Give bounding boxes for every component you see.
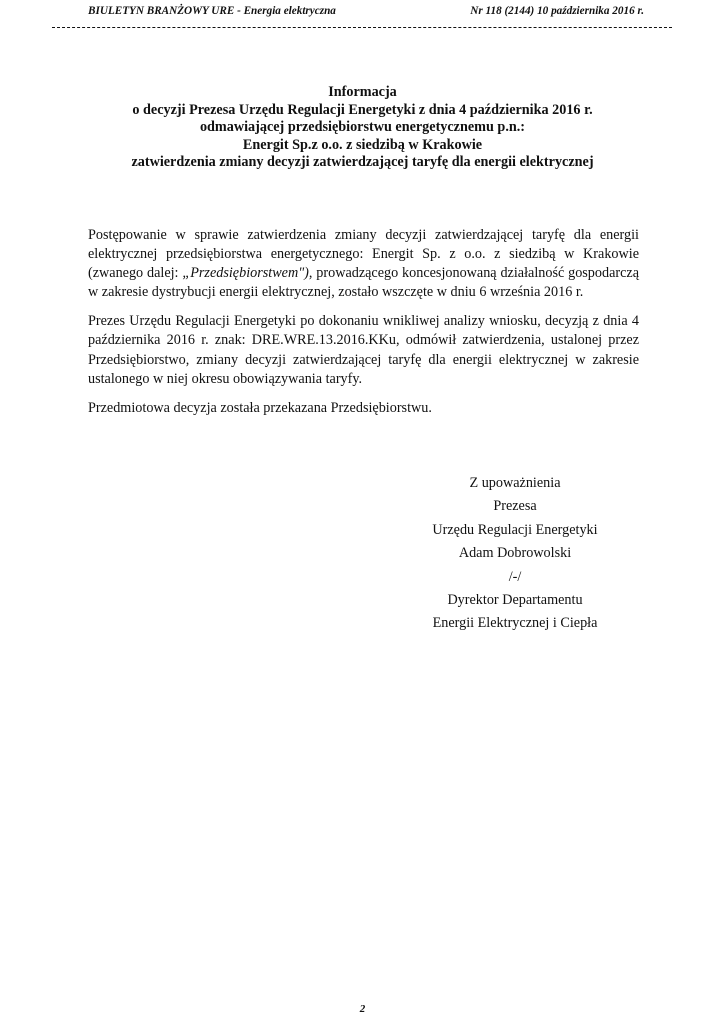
signature-mark: /-/: [508, 568, 522, 585]
paragraph-1-text-a: Postępowanie w sprawie zatwierdzenia zmiany decyzji zatwierdzającej taryfę dla energii elektrycznej przedsiębiorstwa energetycznego: Energit Sp. z o.o. z siedzibą w Krakowie (zwanego dalej:: [88, 227, 639, 282]
paragraph-1-defined-term: „Przedsiębiorstwem"): [182, 265, 309, 282]
signature-authorization: Z upoważnienia: [469, 475, 561, 491]
title-line-1: Informacja: [328, 84, 397, 100]
title-line-2: o decyzji Prezesa Urzędu Regulacji Energetyki z dnia 4 października 2016 r.: [132, 101, 593, 118]
page-number: 2: [359, 1003, 366, 1015]
bulletin-title: BIULETYN BRANŻOWY URE - Energia elektryczna: [88, 5, 336, 17]
paragraph-2: Prezes Urzędu Regulacji Energetyki po dokonaniu wnikliwej analizy wniosku, decyzją z dnia 4 października 2016 r. znak: DRE.WRE.13.2016.KKu, odmówił zatwierdzenia, ustalonej przez Przedsiębiorstwo, zmiany decyzji zatwierdzającej taryfę dla energii elektrycznej w zakresie ustalonego w niej okresu obowiązywania taryfy.: [88, 313, 639, 387]
signature-name: Adam Dobrowolski: [458, 545, 572, 562]
signature-position: Dyrektor Departamentu: [447, 592, 583, 609]
issue-number-date: Nr 118 (2144) 10 października 2016 r.: [470, 5, 644, 17]
signature-office: Prezesa: [493, 498, 537, 515]
title-line-5: zatwierdzenia zmiany decyzji zatwierdzającej taryfę dla energii elektrycznej: [131, 154, 594, 170]
running-header: [52, 5, 672, 21]
paragraph-1: [88, 226, 639, 302]
header-divider: [52, 27, 672, 28]
document-body: [88, 226, 639, 428]
title-line-4: Energit Sp.z o.o. z siedzibą w Krakowie: [242, 136, 483, 153]
signature-institution: Urzędu Regulacji Energetyki: [432, 521, 598, 538]
signature-block: [400, 472, 630, 636]
paragraph-1-text-b: , prowadzącego koncesjonowaną działalność gospodarczą w zakresie dystrybucji energii elektrycznej, zostało wszczęte w dniu 6 września 2016 r.: [88, 265, 640, 301]
title-line-3: odmawiającej przedsiębiorstwu energetycznemu p.n.:: [199, 119, 526, 135]
signature-department: Energii Elektrycznej i Ciepła: [432, 615, 598, 632]
document-title: [60, 84, 665, 172]
paragraph-3: Przedmiotowa decyzja została przekazana Przedsiębiorstwu.: [88, 399, 432, 416]
